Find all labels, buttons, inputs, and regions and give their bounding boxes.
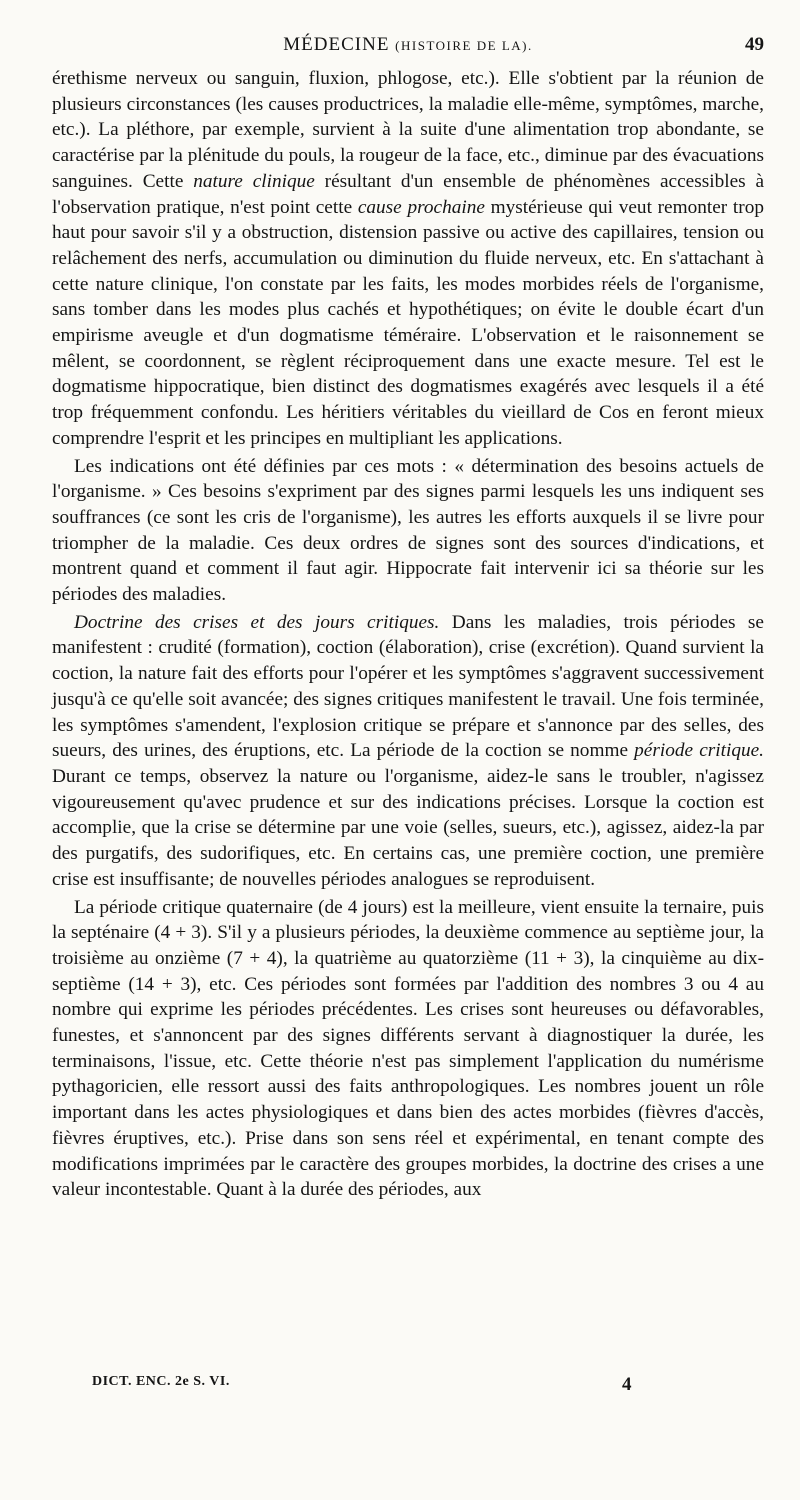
- page-footer: [92, 1374, 652, 1398]
- body-text: [52, 66, 764, 1203]
- paragraph-1-text-c: mystérieuse qui veut remonter trop haut pour savoir s'il y a obstruction, distension passive ou active des capillaires, tension ou relâchement des nerfs, accumulation ou diminution du fluide nerveux, etc. En s'attachant à cette nature clinique, l'on constate par les faits, les modes morbides réels de l'organisme, sans tomber dans les modes plus cachés et hypothétiques; on évite le double écart d'un empirisme aveugle et d'un dogmatisme téméraire. L'observation et le raisonnement se mêlent, se coordonnent, se règlent réciproquement dans une exacte mesure. Tel est le dogmatisme hippocratique, bien distinct des dogmatismes exagérés avec lesquels il a été trop fréquemment confondu. Les héritiers véritables du vieillard de Cos en feront mieux comprendre l'esprit et les principes en multipliant les applications.: [52, 196, 764, 449]
- term-nature-clinique: nature clinique: [193, 170, 315, 192]
- section-heading-crises: Doctrine des crises et des jours critiques.: [74, 611, 440, 633]
- paragraph-1-text-b: résultant d'un ensemble de phénomènes accessibles à l'observation pratique, n'est point cette: [52, 170, 765, 218]
- running-title-main: MÉDECINE: [283, 34, 390, 55]
- term-periode-critique: période critique.: [634, 740, 764, 762]
- page-number: 49: [745, 34, 764, 55]
- signature-mark: DICT. ENC. 2e S. VI.: [92, 1374, 230, 1389]
- paragraph-3-text-b: Durant ce temps, observez la nature ou l'organisme, aidez-le sans le troubler, n'agissez vigoureusement qu'avec prudence et sur des indications précises. Lorsque la coction est accomplie, que la crise se détermine par une voie (selles, sueurs, etc.), agissez, aidez-la par des purgatifs, des sudorifiques, etc. En certains cas, une première coction, une première crise est insuffisante; de nouvelles périodes analogues se reproduisent.: [52, 765, 764, 890]
- paragraph-3-text-a: Dans les maladies, trois périodes se manifestent : crudité (formation), coction (élaboration), crise (excrétion). Quand survient la coction, la nature fait des efforts pour l'opérer et les symptômes s'aggravent successivement jusqu'à ce qu'elle soit avancée; des signes critiques manifestent le travail. Une fois terminée, les symptômes s'amendent, l'explosion critique se prépare et s'annonce par des selles, des sueurs, des urines, des éruptions, etc. La période de la coction se nomme: [52, 611, 764, 762]
- paragraph-2: Les indications ont été définies par ces mots : « détermination des besoins actuels de l'organisme. » Ces besoins s'expriment par des signes parmi lesquels les uns indiquent ses souffrances (ce sont les cris de l'organisme), les autres les efforts auxquels il se livre pour triompher de la maladie. Ces deux ordres de signes sont des sources d'indications, et montrent quand et comment il faut agir. Hippocrate fait intervenir ici sa théorie sur les périodes des maladies.: [52, 455, 764, 606]
- paragraph-3: [52, 610, 764, 893]
- running-title-sub: (HISTOIRE DE LA).: [395, 38, 533, 53]
- paragraph-1-text-a: érethisme nerveux ou sanguin, fluxion, phlogose, etc.). Elle s'obtient par la réunion de plusieurs circonstances (les causes productrices, la maladie elle-même, symptômes, marche, etc.). La pléthore, par exemple, survient à la suite d'une alimentation trop abondante, se caractérise par la plénitude du pouls, la rougeur de la face, etc., diminue par des évacuations sanguines. Cette: [52, 68, 764, 192]
- running-title: [52, 34, 764, 56]
- sheet-mark: 4: [622, 1374, 632, 1395]
- paragraph-1: [52, 66, 764, 452]
- paragraph-4: La période critique quaternaire (de 4 jours) est la meilleure, vient ensuite la ternaire, puis la septénaire (4 + 3). S'il y a plusieurs périodes, la deuxième commence au septième jour, la troisième au onzième (7 + 4), la quatrième au quatorzième (11 + 3), la cinquième au dix-septième (14 + 3), etc. Ces périodes sont formées par l'addition des nombres 3 ou 4 au nombre qui exprime les périodes précédentes. Les crises sont heureuses ou défavorables, funestes, et s'annoncent par des signes différents servant à diagnostiquer la durée, les terminaisons, l'issue, etc. Cette théorie n'est pas simplement l'application du numérisme pythagoricien, elle ressort aussi des faits anthropologiques. Les nombres jouent un rôle important dans les actes physiologiques et dans bien des actes morbides (fièvres d'accès, fièvres éruptives, etc.). Prise dans son sens réel et expérimental, en tenant compte des modifications imprimées par le caractère des groupes morbides, la doctrine des crises a une valeur incontestable. Quant à la durée des périodes, aux: [52, 896, 764, 1201]
- running-header: [52, 34, 764, 60]
- term-cause-prochaine: cause prochaine: [357, 196, 485, 218]
